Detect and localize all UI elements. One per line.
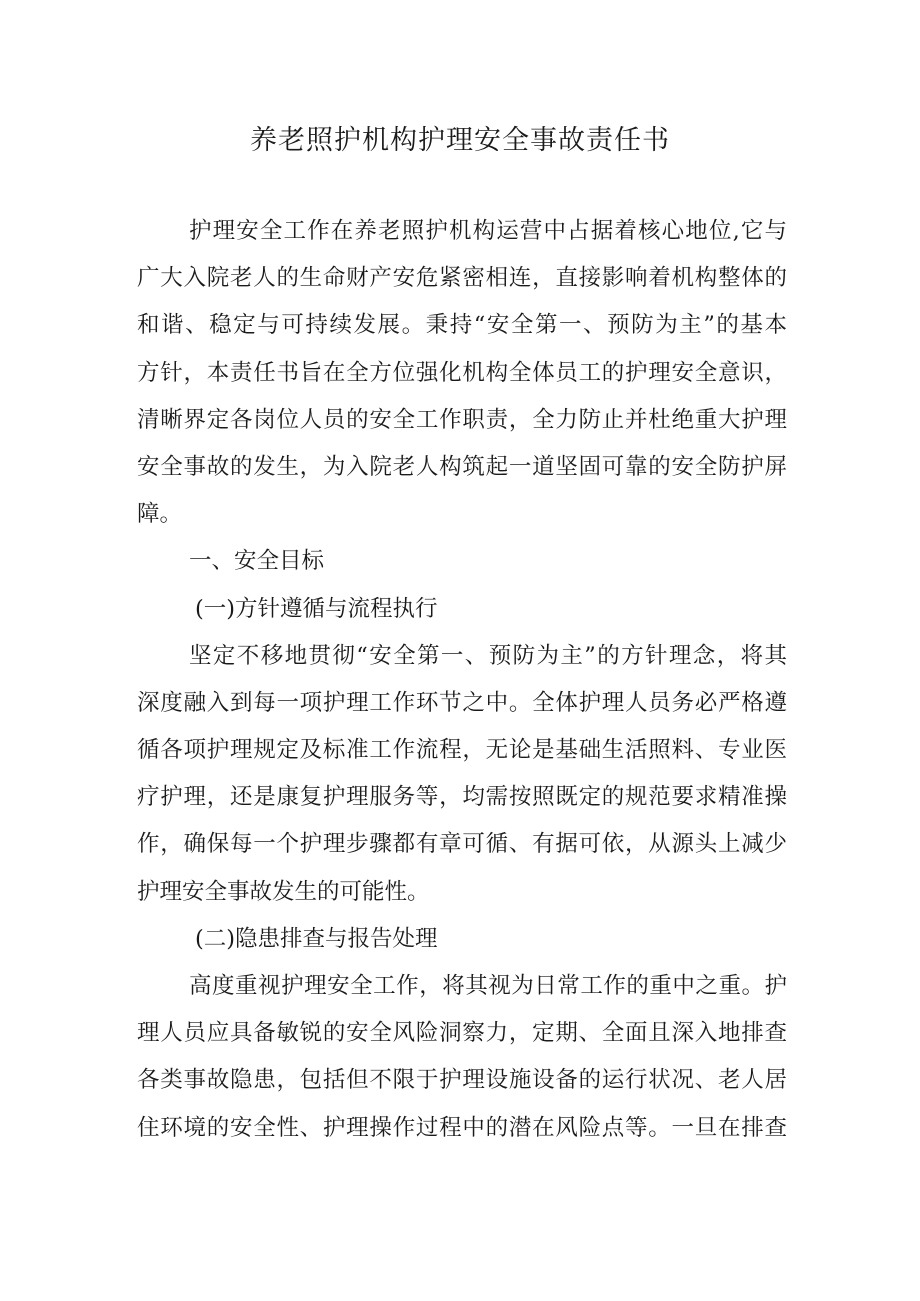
section-heading: 一、安全目标 (189, 548, 325, 575)
subsection-paragraph (137, 963, 787, 1152)
subsection-paragraph (137, 633, 787, 916)
document-body (137, 208, 787, 1152)
document-title: 养老照护机构护理安全事故责任书 (250, 125, 670, 156)
paragraph-line: 理人员应具备敏锐的安全风险洞察力，定期、全面且深入地排查 (137, 1020, 787, 1047)
paragraph-line: 作，确保每一个护理步骤都有章可循、有据可依，从源头上减少 (137, 831, 787, 858)
paragraph-line: 循各项护理规定及标准工作流程，无论是基础生活照料、专业医 (137, 737, 787, 764)
paragraph-line: 坚定不移地贯彻“安全第一、预防为主”的方针理念，将其 (189, 642, 787, 669)
paragraph-line: 护理安全事故发生的可能性。 (137, 878, 430, 905)
paragraph-line: 高度重视护理安全工作，将其视为日常工作的重中之重。护 (189, 973, 787, 999)
paragraph-line: 深度融入到每一项护理工作环节之中。全体护理人员务必严格遵 (137, 689, 787, 716)
subsection-heading: (二)隐患排查与报告处理 (195, 925, 438, 952)
paragraph-line: 各类事故隐患，包括但不限于护理设施设备的运行状况、老人居 (137, 1067, 787, 1094)
paragraph-line: 广大入院老人的生命财产安危紧密相连，直接影响着机构整体的 (137, 265, 787, 292)
paragraph-line: 护理安全工作在养老照护机构运营中占据着核心地位,它与 (189, 218, 787, 244)
intro-paragraph (137, 208, 787, 538)
paragraph-line: 疗护理，还是康复护理服务等，均需按照既定的规范要求精准操 (137, 784, 787, 811)
paragraph-line: 住环境的安全性、护理操作过程中的潜在风险点等。一旦在排查 (137, 1114, 787, 1141)
paragraph-line: 清晰界定各岗位人员的安全工作职责，全力防止并杜绝重大护理 (137, 406, 787, 433)
paragraph-line: 方针，本责任书旨在全方位强化机构全体员工的护理安全意识， (137, 359, 787, 386)
subsection-heading: (一)方针遵循与流程执行 (195, 595, 438, 622)
paragraph-line: 障。 (137, 501, 183, 528)
paragraph-line: 安全事故的发生，为入院老人构筑起一道坚固可靠的安全防护屏 (137, 453, 787, 480)
paragraph-line: 和谐、稳定与可持续发展。秉持“安全第一、预防为主”的基本 (137, 312, 787, 339)
